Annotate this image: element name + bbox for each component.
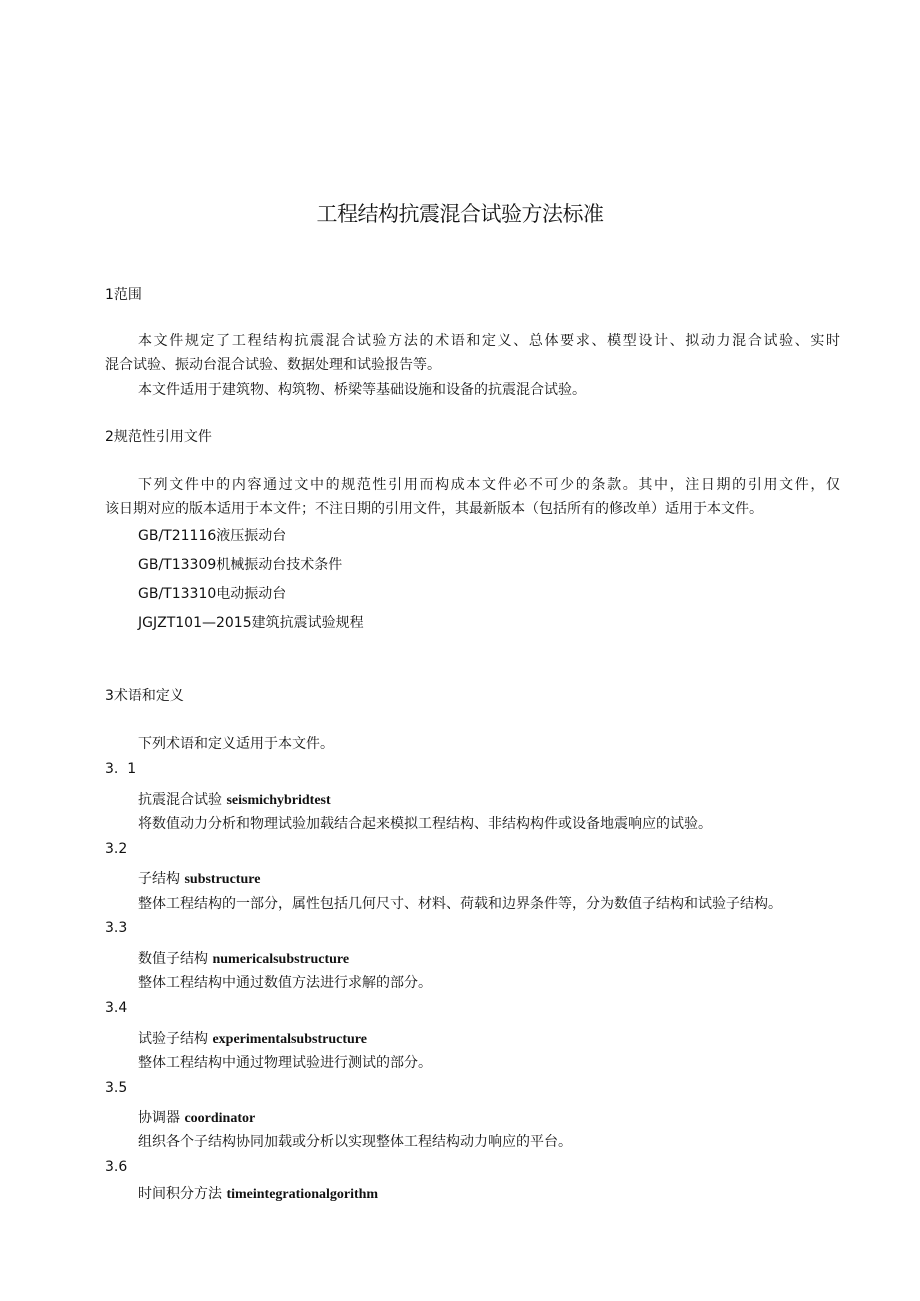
term-title (138, 949, 349, 970)
page-title: 工程结构抗震混合试验方法标准 (316, 202, 604, 226)
term-chinese: 试验子结构 (138, 1031, 208, 1047)
term-definition: 整体工程结构中通过物理试验进行测试的部分。 (138, 1055, 432, 1071)
term-english: timeintegrationalgorithm (226, 1187, 379, 1202)
term-definition: 整体工程结构的一部分，属性包括几何尺寸、材料、荷载和边界条件等，分为数值子结构和试验子结构。 (138, 896, 782, 912)
scope-paragraph-line: 混合试验、振动台混合试验、数据处理和试验报告等。 (105, 357, 441, 373)
term-chinese: 时间积分方法 (138, 1186, 222, 1202)
term-english: coordinator (184, 1111, 256, 1126)
scope-paragraph-line: 本文件规定了工程结构抗震混合试验方法的术语和定义、总体要求、模型设计、拟动力混合试验、实时 (138, 333, 840, 349)
scope-paragraph: 本文件适用于建筑物、构筑物、桥梁等基础设施和设备的抗震混合试验。 (138, 382, 586, 398)
term-definition: 将数值动力分析和物理试验加载结合起来模拟工程结构、非结构构件或设备地震响应的试验。 (138, 816, 712, 832)
term-definition: 整体工程结构中通过数值方法进行求解的部分。 (138, 975, 432, 991)
term-number: 3.6 (105, 1159, 128, 1175)
reference-item: GB/T21116液压振动台 (138, 528, 287, 544)
term-number: 3.2 (105, 841, 128, 857)
term-number: 3.5 (105, 1080, 128, 1096)
term-title (138, 1108, 255, 1129)
term-title (138, 1029, 367, 1050)
term-number: 3. 1 (105, 761, 137, 777)
references-paragraph-line: 下列文件中的内容通过文中的规范性引用而构成本文件必不可少的条款。其中，注日期的引用文件，仅 (138, 477, 840, 493)
term-chinese: 协调器 (138, 1110, 180, 1126)
term-chinese: 子结构 (138, 871, 180, 887)
section-heading-scope: 1范围 (105, 287, 142, 303)
term-english: experimentalsubstructure (212, 1032, 367, 1047)
reference-item: GB/T13309机械振动台技术条件 (138, 557, 343, 573)
reference-item: JGJZT101—2015建筑抗震试验规程 (138, 615, 364, 631)
section-heading-normative-references: 2规范性引用文件 (105, 429, 212, 445)
term-english: seismichybridtest (226, 793, 331, 808)
references-paragraph-line: 该日期对应的版本适用于本文件；不注日期的引用文件，其最新版本（包括所有的修改单）适用于本文件。 (105, 501, 763, 517)
term-number: 3.4 (105, 1000, 128, 1016)
term-chinese: 抗震混合试验 (138, 792, 222, 808)
term-title (138, 1184, 378, 1205)
section-heading-terms: 3术语和定义 (105, 688, 184, 704)
term-title (138, 869, 260, 890)
term-chinese: 数值子结构 (138, 951, 208, 967)
term-number: 3.3 (105, 920, 128, 936)
term-title (138, 790, 331, 811)
term-definition: 组织各个子结构协同加载或分析以实现整体工程结构动力响应的平台。 (138, 1134, 572, 1150)
reference-item: GB/T13310电动振动台 (138, 586, 287, 602)
term-english: substructure (184, 872, 261, 887)
terms-intro: 下列术语和定义适用于本文件。 (138, 736, 334, 752)
term-english: numericalsubstructure (212, 952, 350, 967)
